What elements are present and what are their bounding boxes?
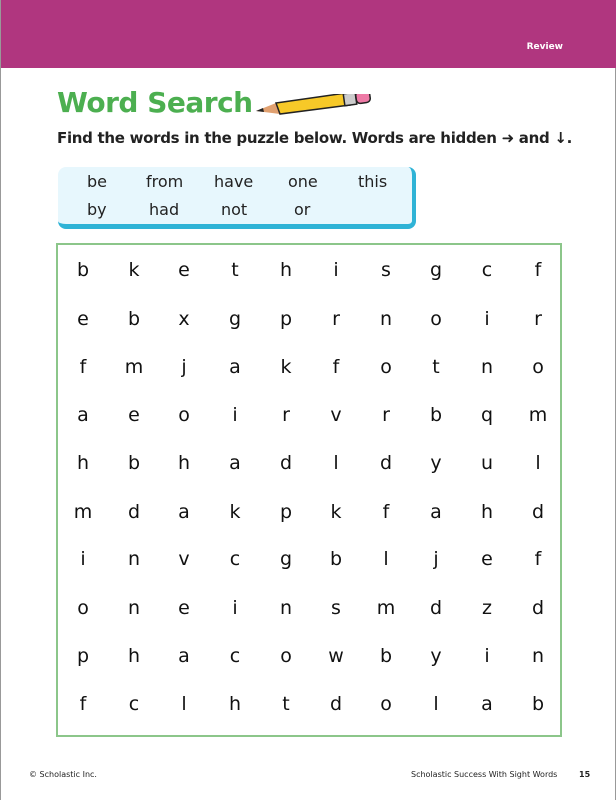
grid-letter[interactable]: j [181, 356, 187, 378]
grid-letter[interactable]: v [330, 404, 342, 426]
grid-letter[interactable]: a [178, 501, 190, 523]
grid-letter[interactable]: l [433, 693, 439, 715]
header-band [1, 0, 616, 68]
instructions: Find the words in the puzzle below. Words are hidden ➜ and ↓. [57, 129, 572, 147]
grid-letter[interactable]: g [279, 548, 293, 570]
word: this [358, 172, 388, 191]
grid-letter[interactable]: n [127, 597, 141, 619]
grid-letter[interactable]: k [229, 501, 241, 523]
word: from [146, 172, 184, 191]
grid-letter[interactable]: h [76, 452, 90, 474]
grid-letter[interactable]: b [76, 259, 90, 281]
grid-letter[interactable]: n [127, 548, 141, 570]
grid-letter[interactable]: n [279, 597, 293, 619]
grid-letter[interactable]: j [433, 548, 439, 570]
grid-letter[interactable]: m [73, 501, 93, 523]
grid-letter[interactable]: e [178, 259, 190, 281]
grid-letter[interactable]: m [528, 404, 548, 426]
book-title: Scholastic Success With Sight Words [411, 770, 558, 779]
grid-letter[interactable]: r [534, 308, 542, 330]
grid-letter[interactable]: p [76, 645, 90, 667]
grid-letter[interactable]: i [484, 645, 490, 667]
grid-letter[interactable]: r [382, 404, 390, 426]
grid-letter[interactable]: b [127, 308, 141, 330]
grid-letter[interactable]: e [77, 308, 89, 330]
grid-letter[interactable]: b [379, 645, 393, 667]
grid-letter[interactable]: d [531, 501, 545, 523]
grid-letter[interactable]: d [329, 693, 343, 715]
grid-letter[interactable]: o [430, 308, 442, 330]
grid-letter[interactable]: r [332, 308, 340, 330]
grid-letter[interactable]: n [531, 645, 545, 667]
grid-letter[interactable]: i [333, 259, 339, 281]
grid-letter[interactable]: e [481, 548, 493, 570]
grid-letter[interactable]: m [376, 597, 396, 619]
grid-letter[interactable]: y [430, 645, 442, 667]
grid-letter[interactable]: e [128, 404, 140, 426]
grid-letter[interactable]: o [178, 404, 190, 426]
grid-letter[interactable]: l [383, 548, 389, 570]
grid-letter[interactable]: q [480, 404, 494, 426]
grid-letter[interactable]: d [127, 501, 141, 523]
grid-letter[interactable]: a [229, 452, 241, 474]
grid-letter[interactable]: z [482, 597, 492, 619]
grid-letter[interactable]: a [77, 404, 89, 426]
grid-letter[interactable]: x [178, 308, 190, 330]
grid-letter[interactable]: b [329, 548, 343, 570]
word: one [288, 172, 318, 191]
grid-letter[interactable]: b [127, 452, 141, 474]
word: had [149, 200, 180, 219]
section-label: Review [526, 42, 563, 52]
grid-letter[interactable]: f [382, 501, 390, 523]
grid-letter[interactable]: s [331, 597, 341, 619]
grid-letter[interactable]: h [279, 259, 293, 281]
grid-letter[interactable]: c [229, 548, 241, 570]
pencil-icon [256, 94, 376, 120]
grid-letter[interactable]: d [531, 597, 545, 619]
grid-letter[interactable]: i [232, 404, 238, 426]
grid-letter[interactable]: t [282, 693, 290, 715]
grid-letter[interactable]: h [480, 501, 494, 523]
copyright: © Scholastic Inc. [29, 770, 97, 779]
grid-letter[interactable]: t [432, 356, 440, 378]
grid-letter[interactable]: i [484, 308, 490, 330]
word-bank [58, 167, 416, 229]
grid-letter[interactable]: a [481, 693, 493, 715]
grid-letter[interactable]: a [229, 356, 241, 378]
grid-letter[interactable]: h [127, 645, 141, 667]
grid-letter[interactable]: o [77, 597, 89, 619]
grid-letter[interactable]: o [532, 356, 544, 378]
grid-letter[interactable]: k [128, 259, 140, 281]
grid-letter[interactable]: p [279, 308, 293, 330]
grid-letter[interactable]: d [429, 597, 443, 619]
grid-letter[interactable]: f [79, 356, 87, 378]
word-search-grid [56, 243, 562, 737]
grid-letter[interactable]: i [232, 597, 238, 619]
grid-letter[interactable]: o [380, 693, 392, 715]
grid-letter[interactable]: c [481, 259, 493, 281]
grid-letter[interactable]: c [128, 693, 140, 715]
grid-letter[interactable]: l [535, 452, 541, 474]
grid-letter[interactable]: p [279, 501, 293, 523]
grid-letter[interactable]: f [332, 356, 340, 378]
grid-letter[interactable]: e [178, 597, 190, 619]
grid-letter[interactable]: m [124, 356, 144, 378]
grid-letter[interactable]: t [231, 259, 239, 281]
grid-letter[interactable]: o [380, 356, 392, 378]
grid-letter[interactable]: g [228, 308, 242, 330]
grid-letter[interactable]: d [379, 452, 393, 474]
grid-letter[interactable]: s [381, 259, 391, 281]
grid-letter[interactable]: h [228, 693, 242, 715]
grid-letter[interactable]: f [534, 548, 542, 570]
grid-letter[interactable]: h [177, 452, 191, 474]
grid-letter[interactable]: v [178, 548, 190, 570]
grid-letter[interactable]: n [379, 308, 393, 330]
grid-letter[interactable]: r [282, 404, 290, 426]
grid-letter[interactable]: g [429, 259, 443, 281]
grid-letter[interactable]: i [80, 548, 86, 570]
grid-letter[interactable]: l [333, 452, 339, 474]
grid-letter[interactable]: b [531, 693, 545, 715]
word: not [221, 200, 248, 219]
grid-letter[interactable]: a [430, 501, 442, 523]
grid-letter[interactable]: c [229, 645, 241, 667]
grid-letter[interactable]: f [534, 259, 542, 281]
grid-letter[interactable]: a [178, 645, 190, 667]
page-title: Word Search [57, 86, 253, 119]
grid-letter[interactable]: y [430, 452, 442, 474]
grid-letter[interactable]: w [328, 645, 344, 667]
word: have [214, 172, 254, 191]
word: be [87, 172, 107, 191]
word: or [294, 200, 311, 219]
grid-letter[interactable]: f [79, 693, 87, 715]
grid-letter[interactable]: o [280, 645, 292, 667]
grid-letter[interactable]: l [181, 693, 187, 715]
grid-letter[interactable]: u [480, 452, 494, 474]
word: by [87, 200, 107, 219]
page-number: 15 [579, 770, 591, 779]
grid-letter[interactable]: k [330, 501, 342, 523]
grid-letter[interactable]: d [279, 452, 293, 474]
grid-letter[interactable]: b [429, 404, 443, 426]
grid-letter[interactable]: k [280, 356, 292, 378]
grid-letter[interactable]: n [480, 356, 494, 378]
